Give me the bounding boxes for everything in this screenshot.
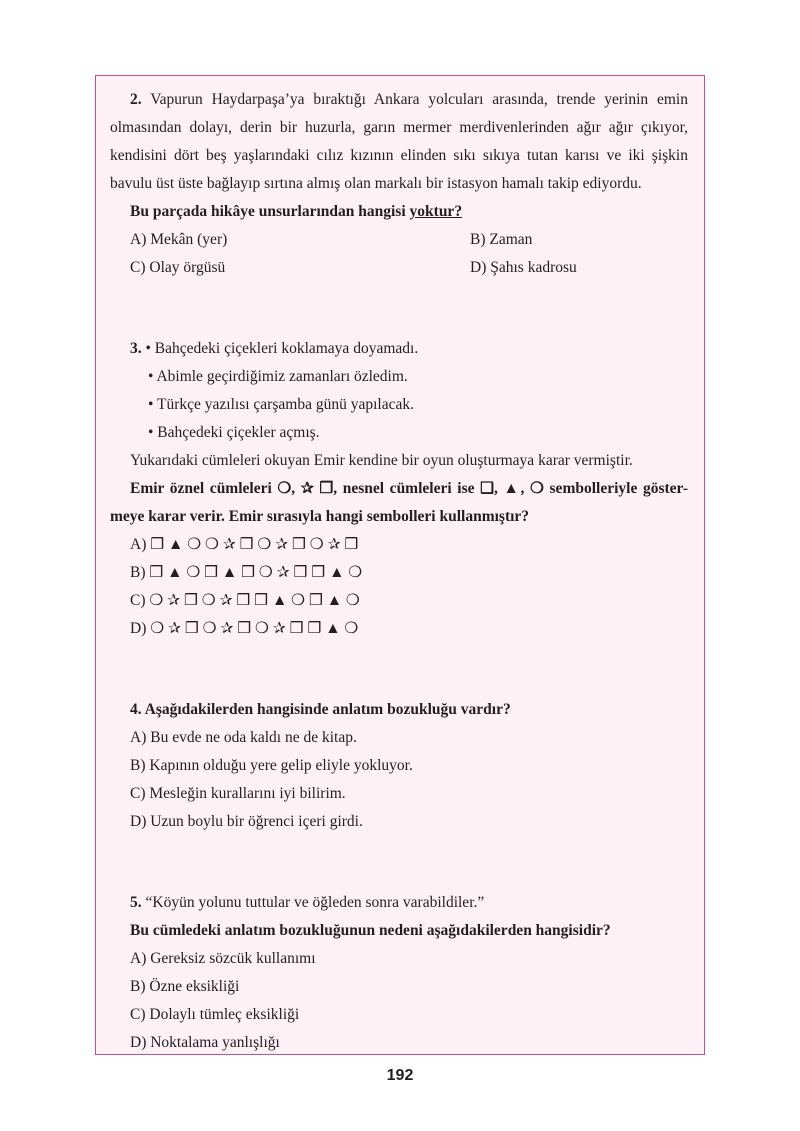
q2-option-b[interactable]: B) Zaman (470, 231, 533, 248)
q3-question-line-2: meye karar verir. Emir sırasıyla hangi sembolleri kullanmıştır? (110, 508, 530, 525)
q5-line-1 (130, 893, 484, 913)
q5-option-c[interactable]: C) Dolaylı tümleç eksikliği (130, 1006, 300, 1023)
q3-option-c[interactable]: C) ❍ ✰ ❒ ❍ ✰ ❒ ❒ ▲ ❍ ❒ ▲ ❍ (130, 592, 360, 609)
q3-number: 3. (130, 340, 142, 357)
q4-option-a[interactable]: A) Bu evde ne oda kaldı ne de kitap. (130, 729, 357, 746)
q5-option-b[interactable]: B) Özne eksikliği (130, 978, 240, 995)
q2-question-underlined: yoktur? (409, 203, 463, 220)
q2-option-c[interactable]: C) Olay örgüsü (130, 259, 226, 276)
q4-option-b[interactable]: B) Kapının olduğu yere gelip eliyle yokluyor. (130, 757, 413, 774)
q5-option-a[interactable]: A) Gereksiz sözcük kullanımı (130, 950, 316, 967)
q2-line-1 (130, 90, 688, 110)
q5-quote: “Köyün yolunu tuttular ve öğleden sonra varabildiler.” (145, 894, 485, 911)
page-number: 192 (386, 1067, 414, 1084)
q2-line-3: kendisini dört beş yaşlarındaki cılız kızının elinden sıkı sıkıya tutan karısı ve iki şişkin (110, 147, 688, 164)
q3-option-d[interactable]: D) ❍ ✰ ❒ ❍ ✰ ❒ ❍ ✰ ❒ ❒ ▲ ❍ (130, 620, 359, 637)
q4-option-c[interactable]: C) Mesleğin kurallarını iyi bilirim. (130, 785, 346, 802)
q2-line-4: bavulu üst üste bağlayıp sırtına almış olan markalı bir istasyon hamalı takip ediyordu. (110, 175, 642, 192)
q2-line-2: olmasından dolayı, derin bir huzurla, garın mermer merdivenlerinden ağır ağır çıkıyor, (110, 119, 688, 136)
q3-option-b[interactable]: B) ❒ ▲ ❍ ❒ ▲ ❒ ❍ ✰ ❒ ❒ ▲ ❍ (130, 564, 363, 581)
q2-question (130, 202, 462, 222)
q3-line-1 (130, 339, 418, 359)
q2-question-text: Bu parçada hikâye unsurlarından hangisi (130, 203, 410, 220)
q2-option-a[interactable]: A) Mekân (yer) (130, 231, 228, 248)
q5-number: 5. (130, 894, 142, 911)
q4-question: 4. Aşağıdakilerden hangisinde anlatım bozukluğu vardır? (130, 701, 511, 718)
q3-bullet-4: • Bahçedeki çiçekler açmış. (148, 424, 320, 441)
q3-option-a[interactable]: A) ❒ ▲ ❍ ❍ ✰ ❒ ❍ ✰ ❒ ❍ ✰ ❒ (130, 536, 359, 553)
q4-option-d[interactable]: D) Uzun boylu bir öğrenci içeri girdi. (130, 813, 363, 830)
q3-bullet-2: • Abimle geçirdiğimiz zamanları özledim. (148, 368, 408, 385)
q2-option-d[interactable]: D) Şahıs kadrosu (470, 259, 577, 276)
q5-question: Bu cümledeki anlatım bozukluğunun nedeni aşağıdakilerden hangisidir? (130, 922, 611, 939)
q5-option-d[interactable]: D) Noktalama yanlışlığı (130, 1034, 280, 1051)
q3-bullet-1: • Bahçedeki çiçekleri koklamaya doyamadı. (145, 340, 419, 357)
q3-intro: Yukarıdaki cümleleri okuyan Emir kendine bir oyun oluşturmaya karar vermiştir. (130, 452, 633, 469)
q3-bullet-3: • Türkçe yazılısı çarşamba günü yapılacak. (148, 396, 414, 413)
q3-question-line-1: Emir öznel cümleleri ❍, ✰ ❒, nesnel cümleleri ise ❑, ▲, ❍ sembolleriyle göster- (130, 480, 688, 497)
q2-line-1-text: Vapurun Haydarpaşa’ya bıraktığı Ankara yolcuları arasında, trende yerinin emin (150, 91, 688, 108)
q2-number: 2. (130, 91, 142, 108)
